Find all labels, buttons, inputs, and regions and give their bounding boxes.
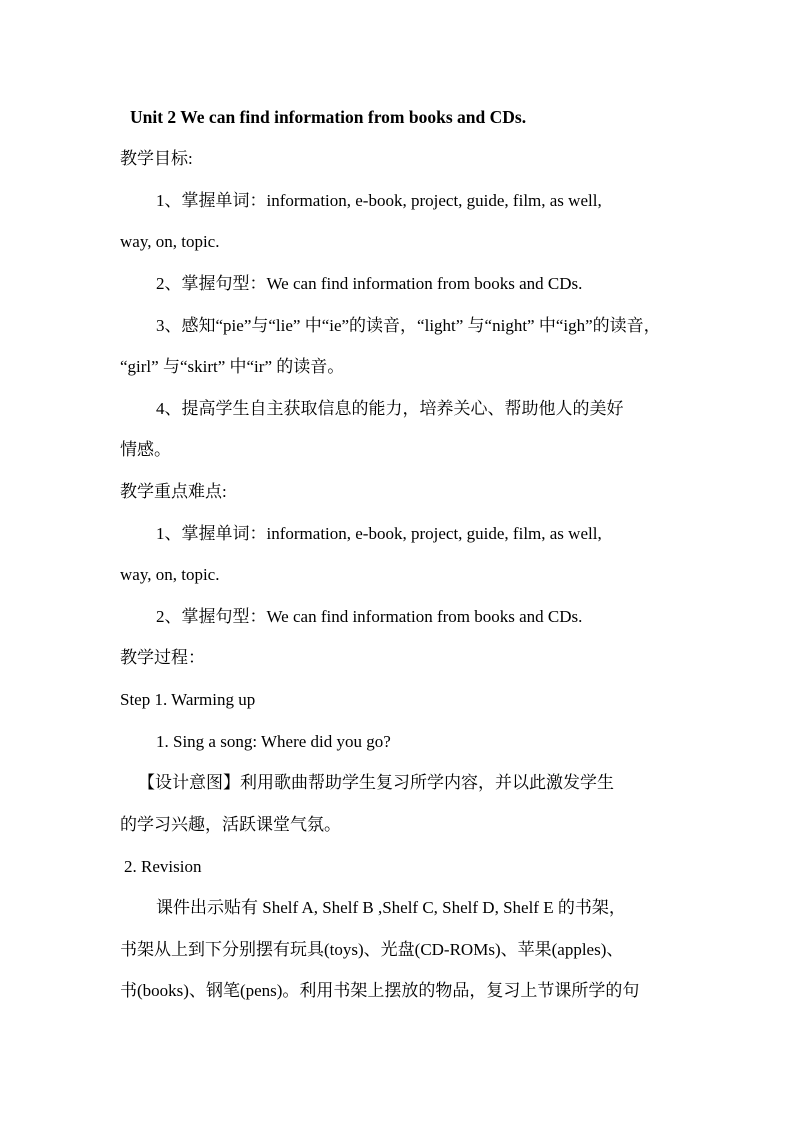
heading-teaching-goals: 教学目标: — [120, 149, 193, 168]
revision-paragraph-line-3: 书(books)、钢笔(pens)。利用书架上摆放的物品，复习上节课所学的句 — [120, 981, 640, 1000]
revision-paragraph-line-2: 书架从上到下分别摆有玩具(toys)、光盘(CD-ROMs)、苹果(apples)、 — [120, 940, 624, 959]
heading-teaching-process: 教学过程： — [120, 648, 205, 667]
goal-4-cont: 情感。 — [120, 440, 171, 459]
goal-1: 1、掌握单词：information, e-book, project, guide, film, as well, — [156, 191, 602, 210]
design-intent: 【设计意图】利用歌曲帮助学生复习所学内容，并以此激发学生 — [138, 773, 614, 792]
document-title: Unit 2 We can find information from books and CDs. — [130, 107, 527, 127]
goal-4: 4、提高学生自主获取信息的能力，培养关心、帮助他人的美好 — [156, 399, 624, 418]
key-point-1: 1、掌握单词：information, e-book, project, guide, film, as well, — [156, 524, 602, 543]
step-1-item-1: 1. Sing a song: Where did you go? — [156, 732, 391, 751]
key-point-1-cont: way, on, topic. — [120, 565, 220, 584]
step-1-heading: Step 1. Warming up — [120, 690, 256, 709]
key-point-2: 2、掌握句型：We can find information from books and CDs. — [156, 607, 583, 626]
goal-2: 2、掌握句型：We can find information from books and CDs. — [156, 274, 583, 293]
goal-3-cont: “girl” 与“skirt” 中“ir” 的读音。 — [120, 357, 345, 376]
heading-key-points: 教学重点难点: — [120, 482, 227, 501]
goal-3: 3、感知“pie”与“lie” 中“ie”的读音，“light” 与“night” 中“igh”的读音， — [156, 316, 661, 335]
goal-1-cont: way, on, topic. — [120, 232, 220, 251]
revision-paragraph-line-1: 课件出示贴有 Shelf A, Shelf B ,Shelf C, Shelf D, Shelf E 的书架， — [156, 898, 626, 917]
design-intent-cont: 的学习兴趣，活跃课堂气氛。 — [120, 815, 341, 834]
revision-heading: 2. Revision — [124, 857, 202, 876]
